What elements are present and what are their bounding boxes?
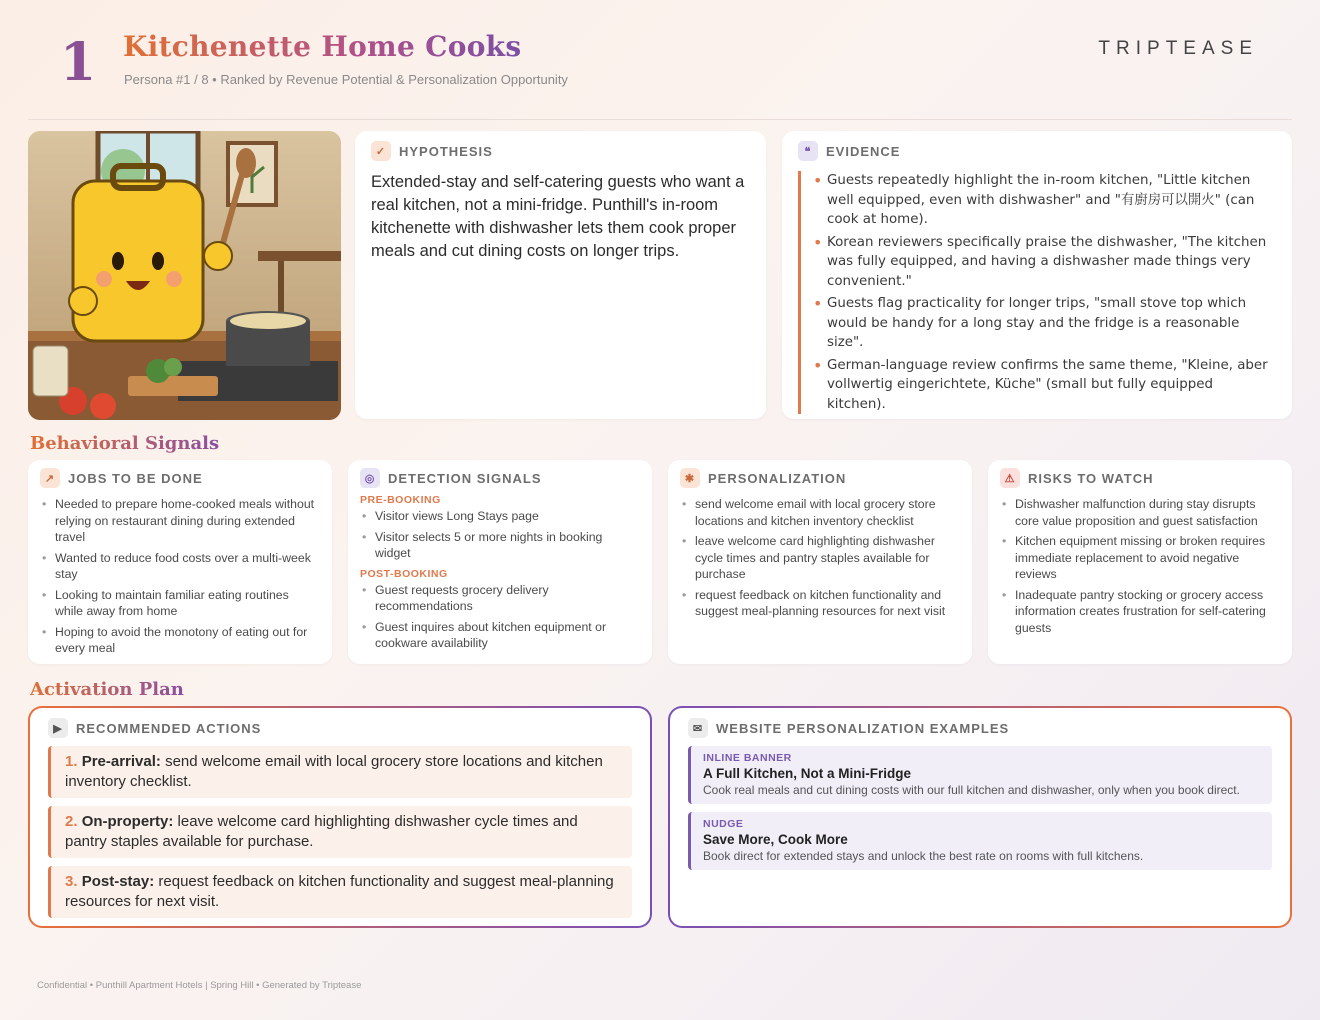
pre-booking-label: PRE-BOOKING xyxy=(360,494,441,506)
jobs-list xyxy=(40,496,320,657)
list-item: • send welcome email with local grocery store locations and kitchen inventory checklist xyxy=(680,496,960,529)
example-body: Cook real meals and cut dining costs with our full kitchen and dishwasher, only when you book direct. xyxy=(703,783,1240,797)
list-item: • Guest requests grocery delivery recommendations xyxy=(360,582,640,615)
evidence-item: • Guests repeatedly highlight the in-room kitchen, "Little kitchen well equipped, even with dishwasher" and "有廚房可以開火" (can cook at home). xyxy=(813,171,1276,230)
action-number: 2. xyxy=(65,813,78,830)
action-item xyxy=(48,746,632,798)
post-booking-label: POST-BOOKING xyxy=(360,567,448,580)
recommended-actions-card xyxy=(28,706,652,928)
risks-label: RISKS TO WATCH xyxy=(1028,470,1154,486)
example-type: INLINE BANNER xyxy=(703,752,792,764)
evidence-label: EVIDENCE xyxy=(826,143,901,159)
brand-logo: TRIPTEASE xyxy=(1098,38,1258,59)
actions-label: RECOMMENDED ACTIONS xyxy=(76,720,262,736)
detection-card xyxy=(348,460,652,664)
play-icon: ▶ xyxy=(48,718,68,738)
hypothesis-text: Extended-stay and self-catering guests who want a real kitchen, not a mini-fridge. Punthill's in-room kitchenette with dishwasher lets them cook proper meals and cut dining costs on longer trips. xyxy=(371,173,745,260)
behavioral-signals-title: Behavioral Signals xyxy=(30,433,220,454)
list-item: • request feedback on kitchen functionality and suggest meal-planning resources for next visit xyxy=(680,587,960,620)
example-headline: Save More, Cook More xyxy=(703,832,848,847)
action-item xyxy=(48,806,632,858)
example-body: Book direct for extended stays and unlock the best rate on rooms with full kitchens. xyxy=(703,849,1144,863)
list-item: • Hoping to avoid the monotony of eating out for every meal xyxy=(40,624,320,657)
personalization-label: PERSONALIZATION xyxy=(708,470,847,486)
evidence-list xyxy=(798,171,1276,414)
list-item: • Dishwasher malfunction during stay disrupts core value proposition and guest satisfaction xyxy=(1000,496,1280,529)
post-booking-list xyxy=(360,582,640,652)
warning-icon: ⚠ xyxy=(1000,468,1020,488)
jobs-header xyxy=(40,468,320,488)
jobs-card xyxy=(28,460,332,664)
examples-header xyxy=(688,718,1272,738)
action-text: send welcome email with local grocery store locations and kitchen inventory checklist. xyxy=(65,753,603,790)
personalization-card xyxy=(668,460,972,664)
jobs-label: JOBS TO BE DONE xyxy=(68,470,203,486)
hypothesis-header xyxy=(371,141,750,161)
check-icon: ✓ xyxy=(371,141,391,161)
example-headline: A Full Kitchen, Not a Mini-Fridge xyxy=(703,766,911,781)
page-title: Kitchenette Home Cooks xyxy=(123,30,522,63)
arrow-up-right-icon: ↗ xyxy=(40,468,60,488)
evidence-item: • Korean reviewers specifically praise the dishwasher, "The kitchen was fully equipped, and having a dishwasher made things very convenient." xyxy=(813,233,1276,292)
action-text: request feedback on kitchen functionality and suggest meal-planning resources for next visit. xyxy=(65,873,614,910)
example-item xyxy=(688,746,1272,804)
list-item: • Inadequate pantry stocking or grocery access information creates frustration for self-catering guests xyxy=(1000,587,1280,637)
list-item: • Kitchen equipment missing or broken requires immediate replacement to avoid negative reviews xyxy=(1000,533,1280,583)
actions-header xyxy=(48,718,632,738)
risks-list xyxy=(1000,496,1280,636)
page-subtitle: Persona #1 / 8 • Ranked by Revenue Potential & Personalization Opportunity xyxy=(124,72,568,87)
list-item: • Visitor views Long Stays page xyxy=(360,508,640,525)
hypothesis-card xyxy=(355,131,766,419)
examples-label: WEBSITE PERSONALIZATION EXAMPLES xyxy=(716,720,1010,736)
example-item xyxy=(688,812,1272,870)
list-item: • Wanted to reduce food costs over a multi-week stay xyxy=(40,550,320,583)
pre-booking-list xyxy=(360,508,640,562)
risks-card xyxy=(988,460,1292,664)
hypothesis-label: HYPOTHESIS xyxy=(399,143,493,159)
list-item: • Guest inquires about kitchen equipment or cookware availability xyxy=(360,619,640,652)
evidence-header xyxy=(798,141,1276,161)
list-item: • leave welcome card highlighting dishwasher cycle times and pantry staples available for purchase xyxy=(680,533,960,583)
sparkle-icon: ✱ xyxy=(680,468,700,488)
persona-illustration xyxy=(28,131,341,420)
detection-header xyxy=(360,468,640,488)
action-text: leave welcome card highlighting dishwasher cycle times and pantry staples available for purchase. xyxy=(65,813,578,850)
activation-plan-title: Activation Plan xyxy=(30,679,184,700)
risks-header xyxy=(1000,468,1280,488)
personalization-list xyxy=(680,496,960,620)
evidence-card xyxy=(782,131,1292,419)
list-item: • Needed to prepare home-cooked meals without relying on restaurant dining during extended travel xyxy=(40,496,320,546)
action-phase: Pre-arrival: xyxy=(81,753,161,770)
page-header xyxy=(28,28,1292,120)
action-phase: Post-stay: xyxy=(81,873,155,890)
target-icon: ◎ xyxy=(360,468,380,488)
list-item: • Visitor selects 5 or more nights in booking widget xyxy=(360,529,640,562)
example-type: NUDGE xyxy=(703,818,744,830)
action-number: 3. xyxy=(65,873,78,890)
action-item xyxy=(48,866,632,918)
persona-rank: 1 xyxy=(60,32,97,93)
evidence-item: • Guests flag practicality for longer trips, "small stove top which would be handy for a long stay and the fridge is a reasonable size". xyxy=(813,294,1276,353)
evidence-item: • German-language review confirms the same theme, "Kleine, aber vollwertig eingerichtete, Küche" (small but fully equipped kitchen). xyxy=(813,356,1276,415)
website-examples-card xyxy=(668,706,1292,928)
list-item: • Looking to maintain familiar eating routines while away from home xyxy=(40,587,320,620)
quote-icon: ❝ xyxy=(798,141,818,161)
action-phase: On-property: xyxy=(81,813,174,830)
detection-label: DETECTION SIGNALS xyxy=(388,470,542,486)
mail-icon: ✉ xyxy=(688,718,708,738)
action-number: 1. xyxy=(65,753,78,770)
personalization-header xyxy=(680,468,960,488)
page-footer: Confidential • Punthill Apartment Hotels | Spring Hill • Generated by Triptease xyxy=(37,980,362,991)
